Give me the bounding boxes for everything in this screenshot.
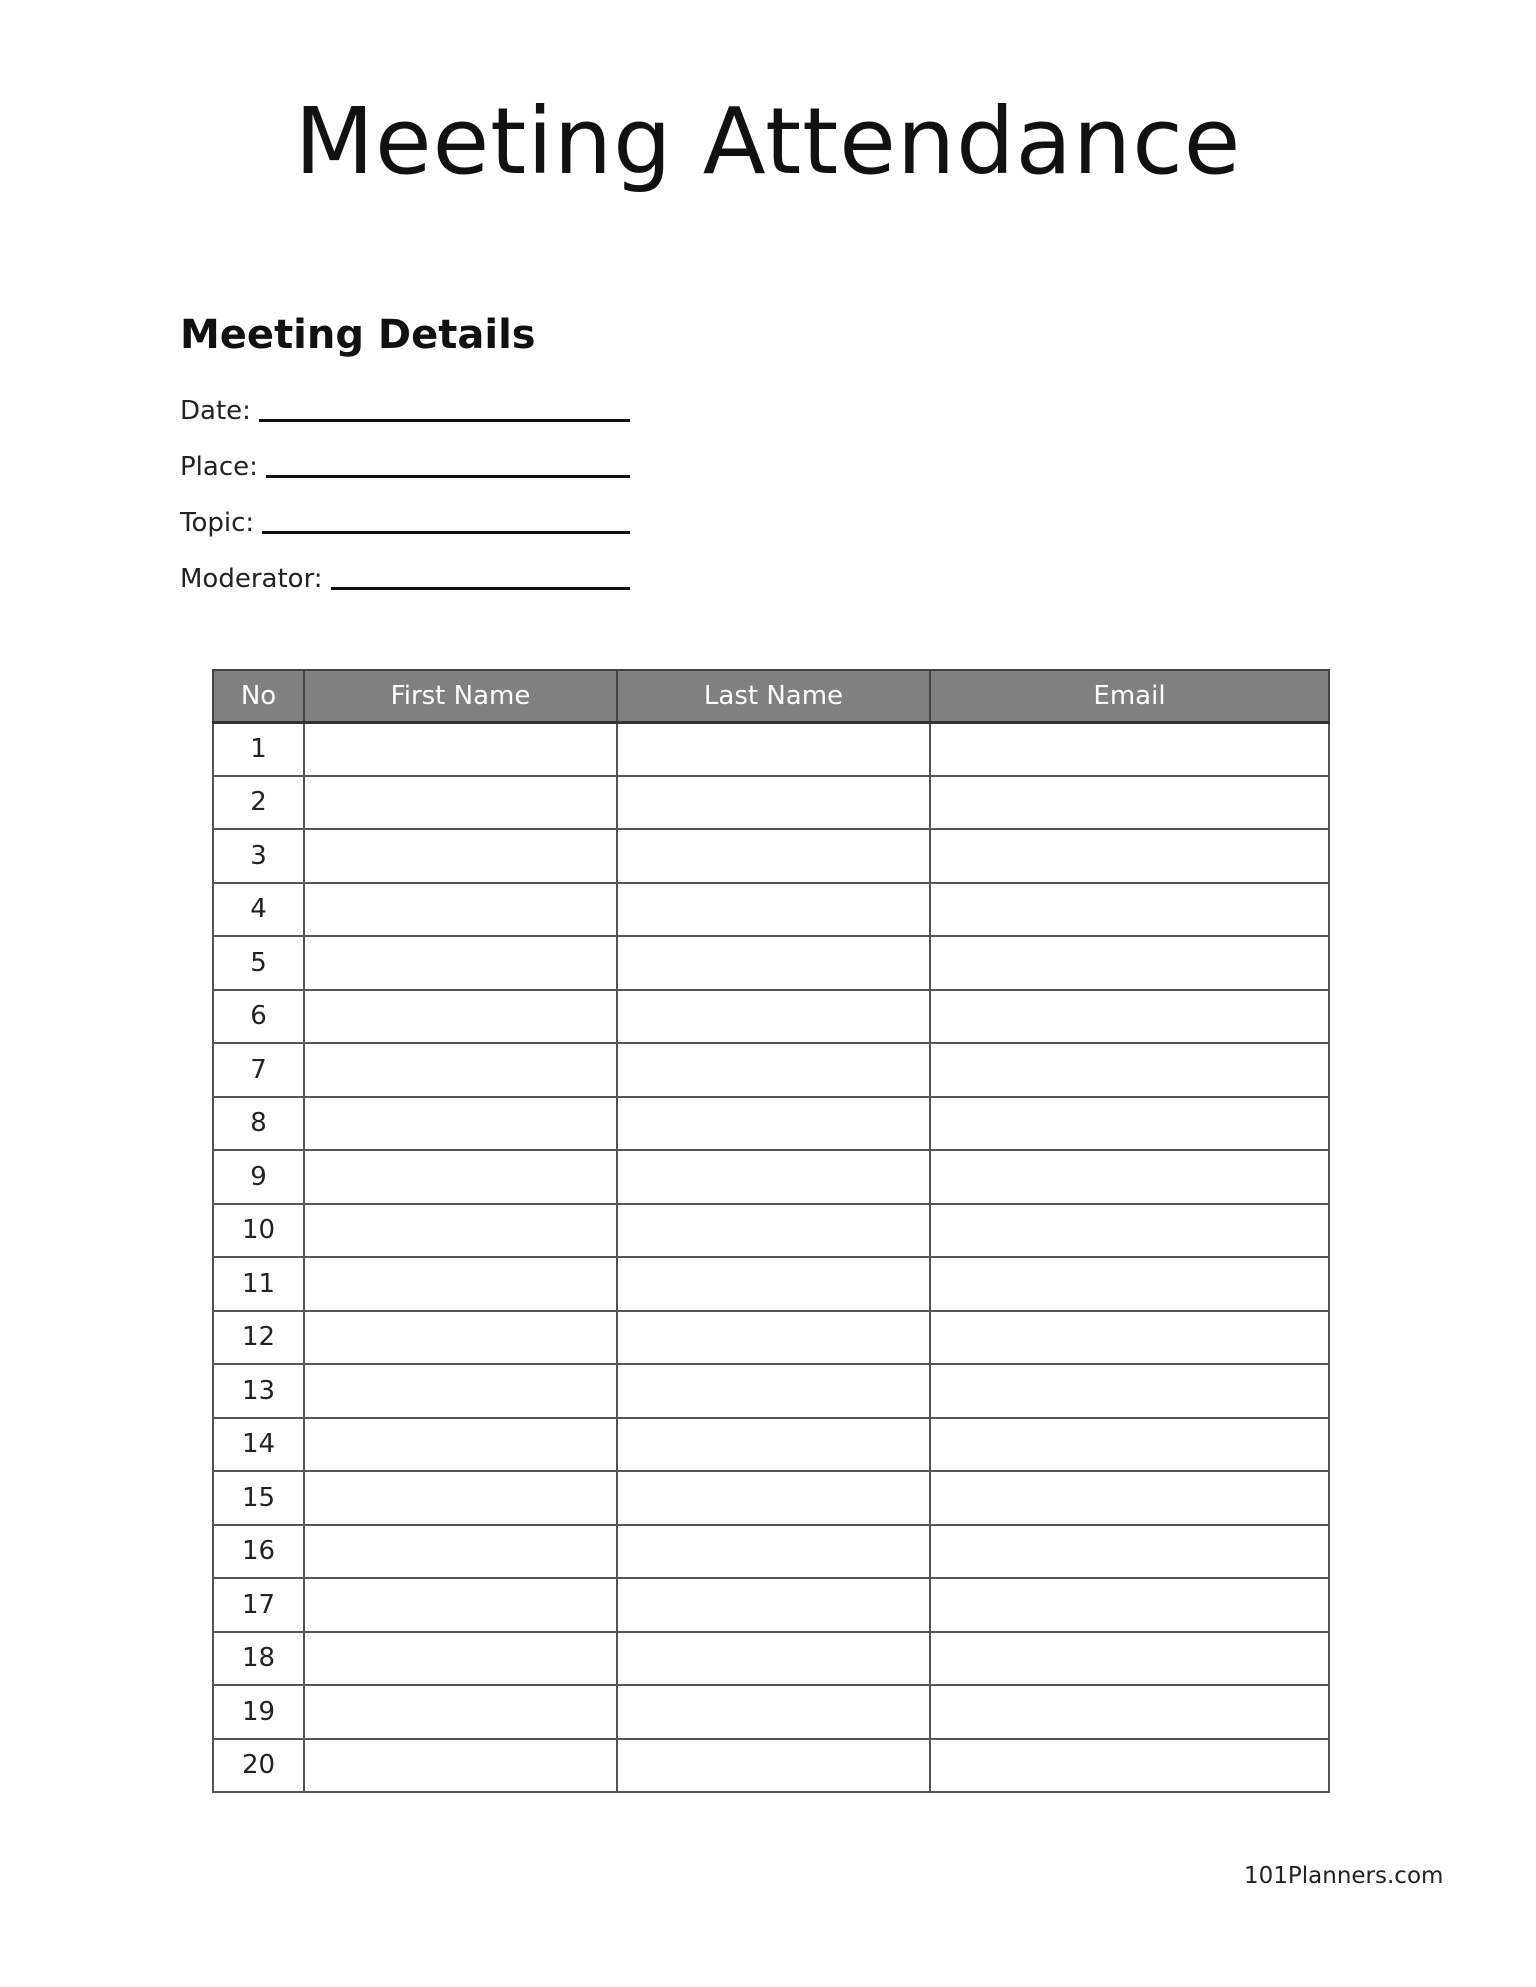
table-row xyxy=(213,829,1329,883)
table-row xyxy=(213,1204,1329,1258)
table-row xyxy=(213,883,1329,937)
last-name-cell[interactable] xyxy=(617,1739,930,1793)
first-name-cell[interactable] xyxy=(304,1043,617,1097)
first-name-cell[interactable] xyxy=(304,1739,617,1793)
table-row xyxy=(213,990,1329,1044)
header-first-name: First Name xyxy=(304,670,617,722)
first-name-cell[interactable] xyxy=(304,1525,617,1579)
email-cell[interactable] xyxy=(930,1150,1329,1204)
last-name-cell[interactable] xyxy=(617,1578,930,1632)
page-title: Meeting Attendance xyxy=(294,88,1242,195)
row-number: 17 xyxy=(213,1578,304,1632)
table-row xyxy=(213,1632,1329,1686)
last-name-cell[interactable] xyxy=(617,1311,930,1365)
row-number: 3 xyxy=(213,829,304,883)
table-row xyxy=(213,1311,1329,1365)
meeting-details-heading: Meeting Details xyxy=(180,312,536,358)
last-name-cell[interactable] xyxy=(617,1364,930,1418)
first-name-cell[interactable] xyxy=(304,1471,617,1525)
table-row xyxy=(213,722,1329,776)
row-number: 19 xyxy=(213,1685,304,1739)
row-number: 14 xyxy=(213,1418,304,1472)
header-last-name: Last Name xyxy=(617,670,930,722)
row-number: 6 xyxy=(213,990,304,1044)
table-row xyxy=(213,1739,1329,1793)
email-cell[interactable] xyxy=(930,1204,1329,1258)
header-no: No xyxy=(213,670,304,722)
row-number: 9 xyxy=(213,1150,304,1204)
last-name-cell[interactable] xyxy=(617,1471,930,1525)
email-cell[interactable] xyxy=(930,1632,1329,1686)
table-row xyxy=(213,1364,1329,1418)
place-label: Place: xyxy=(180,452,258,482)
moderator-line xyxy=(331,587,630,590)
email-cell[interactable] xyxy=(930,1739,1329,1793)
date-label: Date: xyxy=(180,396,251,426)
table-row xyxy=(213,1685,1329,1739)
first-name-cell[interactable] xyxy=(304,1364,617,1418)
topic-label: Topic: xyxy=(180,508,255,538)
email-cell[interactable] xyxy=(930,883,1329,937)
row-number: 11 xyxy=(213,1257,304,1311)
last-name-cell[interactable] xyxy=(617,776,930,830)
table-row xyxy=(213,1578,1329,1632)
row-number: 4 xyxy=(213,883,304,937)
last-name-cell[interactable] xyxy=(617,883,930,937)
row-number: 16 xyxy=(213,1525,304,1579)
first-name-cell[interactable] xyxy=(304,1257,617,1311)
table-row xyxy=(213,1525,1329,1579)
first-name-cell[interactable] xyxy=(304,1418,617,1472)
email-cell[interactable] xyxy=(930,936,1329,990)
table-row xyxy=(213,936,1329,990)
moderator-label: Moderator: xyxy=(180,564,323,594)
email-cell[interactable] xyxy=(930,990,1329,1044)
header-email: Email xyxy=(930,670,1329,722)
row-number: 8 xyxy=(213,1097,304,1151)
row-number: 13 xyxy=(213,1364,304,1418)
row-number: 2 xyxy=(213,776,304,830)
last-name-cell[interactable] xyxy=(617,1632,930,1686)
first-name-cell[interactable] xyxy=(304,883,617,937)
table-row xyxy=(213,1257,1329,1311)
first-name-cell[interactable] xyxy=(304,829,617,883)
email-cell[interactable] xyxy=(930,722,1329,776)
date-field[interactable] xyxy=(180,388,630,424)
table-row xyxy=(213,1471,1329,1525)
attendance-table xyxy=(212,669,1328,1793)
last-name-cell[interactable] xyxy=(617,722,930,776)
topic-field[interactable] xyxy=(180,500,630,536)
row-number: 5 xyxy=(213,936,304,990)
moderator-field[interactable] xyxy=(180,556,630,592)
row-number: 20 xyxy=(213,1739,304,1793)
last-name-cell[interactable] xyxy=(617,990,930,1044)
last-name-cell[interactable] xyxy=(617,829,930,883)
email-cell[interactable] xyxy=(930,1685,1329,1739)
last-name-cell[interactable] xyxy=(617,1257,930,1311)
first-name-cell[interactable] xyxy=(304,1578,617,1632)
date-line xyxy=(259,419,630,422)
first-name-cell[interactable] xyxy=(304,1204,617,1258)
email-cell[interactable] xyxy=(930,1418,1329,1472)
topic-line xyxy=(262,531,630,534)
table-row xyxy=(213,1097,1329,1151)
footer-website: 101Planners.com xyxy=(1244,1863,1444,1889)
email-cell[interactable] xyxy=(930,1257,1329,1311)
last-name-cell[interactable] xyxy=(617,1418,930,1472)
last-name-cell[interactable] xyxy=(617,1204,930,1258)
row-number: 1 xyxy=(213,722,304,776)
last-name-cell[interactable] xyxy=(617,1525,930,1579)
first-name-cell[interactable] xyxy=(304,1150,617,1204)
email-cell[interactable] xyxy=(930,1043,1329,1097)
first-name-cell[interactable] xyxy=(304,722,617,776)
email-cell[interactable] xyxy=(930,1364,1329,1418)
last-name-cell[interactable] xyxy=(617,1685,930,1739)
email-cell[interactable] xyxy=(930,1311,1329,1365)
first-name-cell[interactable] xyxy=(304,1311,617,1365)
first-name-cell[interactable] xyxy=(304,776,617,830)
first-name-cell[interactable] xyxy=(304,1632,617,1686)
place-field[interactable] xyxy=(180,444,630,480)
email-cell[interactable] xyxy=(930,1471,1329,1525)
table-row xyxy=(213,1418,1329,1472)
table-header-row xyxy=(213,670,1329,722)
place-line xyxy=(266,475,630,478)
row-number: 10 xyxy=(213,1204,304,1258)
first-name-cell[interactable] xyxy=(304,1685,617,1739)
email-cell[interactable] xyxy=(930,1097,1329,1151)
table-row xyxy=(213,1043,1329,1097)
email-cell[interactable] xyxy=(930,1578,1329,1632)
table-row xyxy=(213,1150,1329,1204)
first-name-cell[interactable] xyxy=(304,1097,617,1151)
row-number: 12 xyxy=(213,1311,304,1365)
first-name-cell[interactable] xyxy=(304,936,617,990)
row-number: 18 xyxy=(213,1632,304,1686)
last-name-cell[interactable] xyxy=(617,1150,930,1204)
row-number: 15 xyxy=(213,1471,304,1525)
email-cell[interactable] xyxy=(930,1525,1329,1579)
email-cell[interactable] xyxy=(930,776,1329,830)
first-name-cell[interactable] xyxy=(304,990,617,1044)
last-name-cell[interactable] xyxy=(617,936,930,990)
last-name-cell[interactable] xyxy=(617,1043,930,1097)
row-number: 7 xyxy=(213,1043,304,1097)
email-cell[interactable] xyxy=(930,829,1329,883)
last-name-cell[interactable] xyxy=(617,1097,930,1151)
table-row xyxy=(213,776,1329,830)
